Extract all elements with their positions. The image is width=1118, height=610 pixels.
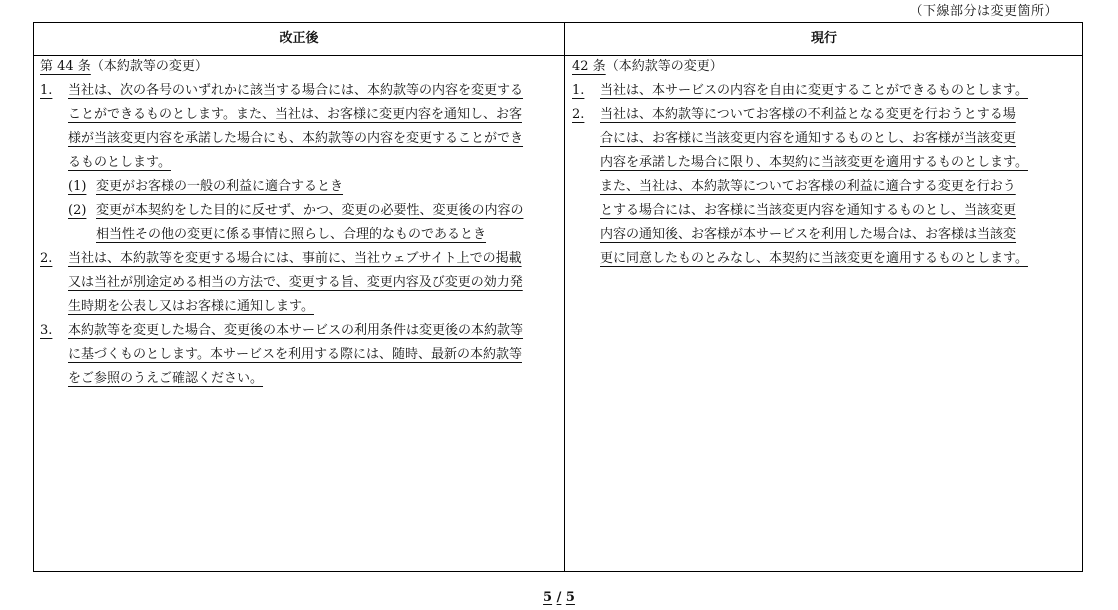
- current-column: [572, 56, 1050, 571]
- current-item-2-text: 合には、お客様に当該変更内容を通知するものとし、お客様が当該変更: [600, 131, 1017, 146]
- revised-item-2-line: [40, 248, 560, 272]
- revised-item-2-text: 生時期を公表し又はお客様に通知します。: [68, 299, 314, 314]
- revised-sub-2-number: (2): [68, 203, 87, 218]
- current-article-number: 42 条: [572, 59, 606, 74]
- revised-item-1-line: [40, 128, 560, 152]
- revised-item-3-number: 3.: [40, 323, 53, 338]
- column-divider: [564, 23, 565, 571]
- current-item-2-line: [572, 128, 1050, 152]
- revised-sub-item-1: [40, 176, 560, 200]
- revised-item-3-line: [40, 368, 560, 392]
- current-item-2-line: [572, 248, 1050, 272]
- revised-item-1-line: [40, 104, 560, 128]
- current-item-2-text: 更に同意したものとみなし、本契約に当該変更を適用するものとします。: [600, 251, 1028, 266]
- current-article-title: （本約款等の変更）: [605, 59, 723, 74]
- revised-item-3-line: [40, 344, 560, 368]
- revised-item-2-text: 当社は、本約款等を変更する場合には、事前に、当社ウェブサイト上での掲載: [68, 251, 522, 266]
- revised-article-title: （本約款等の変更）: [90, 59, 208, 74]
- table-header-row: [34, 23, 1082, 56]
- revised-item-1-text: 様が当該変更内容を承諾した場合にも、本約款等の内容を変更することができ: [68, 131, 524, 146]
- revised-item-2-line: [40, 272, 560, 296]
- current-item-2-line: [572, 104, 1050, 128]
- current-item-2-line: [572, 224, 1050, 248]
- revised-sub-2-text: 変更が本契約をした目的に反せず、かつ、変更の必要性、変更後の内容の: [96, 203, 524, 218]
- comparison-table: [33, 22, 1083, 572]
- revised-item-3-text: に基づくものとします。本サービスを利用する際には、随時、最新の本約款等: [68, 347, 522, 362]
- page-separator: /: [556, 590, 562, 605]
- current-item-2-text: とする場合には、お客様に当該変更内容を通知するものとし、当該変更: [600, 203, 1017, 218]
- revised-item-3-text: 本約款等を変更した場合、変更後の本サービスの利用条件は変更後の本約款等: [68, 323, 524, 338]
- current-item-1-line: [572, 80, 1050, 104]
- revised-sub-1-number: (1): [68, 179, 87, 194]
- revised-item-1-line: [40, 80, 560, 104]
- current-item-2-line: [572, 152, 1050, 176]
- page-indicator: [0, 590, 1118, 605]
- current-item-2-line: [572, 176, 1050, 200]
- current-item-1-text: 当社は、本サービスの内容を自由に変更することができるものとします。: [600, 83, 1028, 98]
- revised-item-3-text: をご参照のうえご確認ください。: [68, 371, 264, 386]
- header-revised: 改正後: [279, 31, 319, 46]
- header-current: 現行: [810, 31, 837, 46]
- current-item-1-number: 1.: [572, 83, 585, 98]
- revised-column: [40, 56, 560, 571]
- page-total: 5: [565, 590, 575, 605]
- current-item-2-text: 当社は、本約款等についてお客様の不利益となる変更を行おうとする場: [600, 107, 1016, 122]
- change-note: （下線部分は変更箇所）: [909, 4, 1058, 19]
- revised-article-number: 第 44 条: [40, 59, 91, 74]
- revised-item-2-number: 2.: [40, 251, 53, 266]
- revised-item-1-text: 当社は、次の各号のいずれかに該当する場合には、本約款等の内容を変更する: [68, 83, 524, 98]
- current-article-heading: [572, 56, 1050, 80]
- revised-item-2-line: [40, 296, 560, 320]
- revised-sub-1-text: 変更がお客様の一般の利益に適合するとき: [96, 179, 344, 194]
- current-item-2-text: また、当社は、本約款等についてお客様の利益に適合する変更を行おう: [600, 179, 1016, 194]
- current-item-2-number: 2.: [572, 107, 585, 122]
- revised-sub-2-text: 相当性その他の変更に係る事情に照らし、合理的なものであるとき: [96, 227, 487, 242]
- revised-item-1-number: 1.: [40, 83, 53, 98]
- revised-item-3-line: [40, 320, 560, 344]
- revised-article-heading: [40, 56, 560, 80]
- current-item-2-text: 内容の通知後、お客様が本サービスを利用した場合は、お客様は当該変: [600, 227, 1017, 242]
- revised-item-1-line: [40, 152, 560, 176]
- revised-sub-item-2: [40, 200, 560, 224]
- revised-item-2-text: 又は当社が別途定める相当の方法で、変更する旨、変更内容及び変更の効力発: [68, 275, 523, 290]
- revised-item-1-text: るものとします。: [68, 155, 171, 170]
- current-item-2-line: [572, 200, 1050, 224]
- current-item-2-text: 内容を承諾した場合に限り、本契約に当該変更を適用するものとします。: [600, 155, 1028, 170]
- revised-item-1-text: ことができるものとします。また、当社は、お客様に変更内容を通知し、お客: [68, 107, 522, 122]
- page-current: 5: [543, 590, 553, 605]
- revised-sub-item-2: [40, 224, 560, 248]
